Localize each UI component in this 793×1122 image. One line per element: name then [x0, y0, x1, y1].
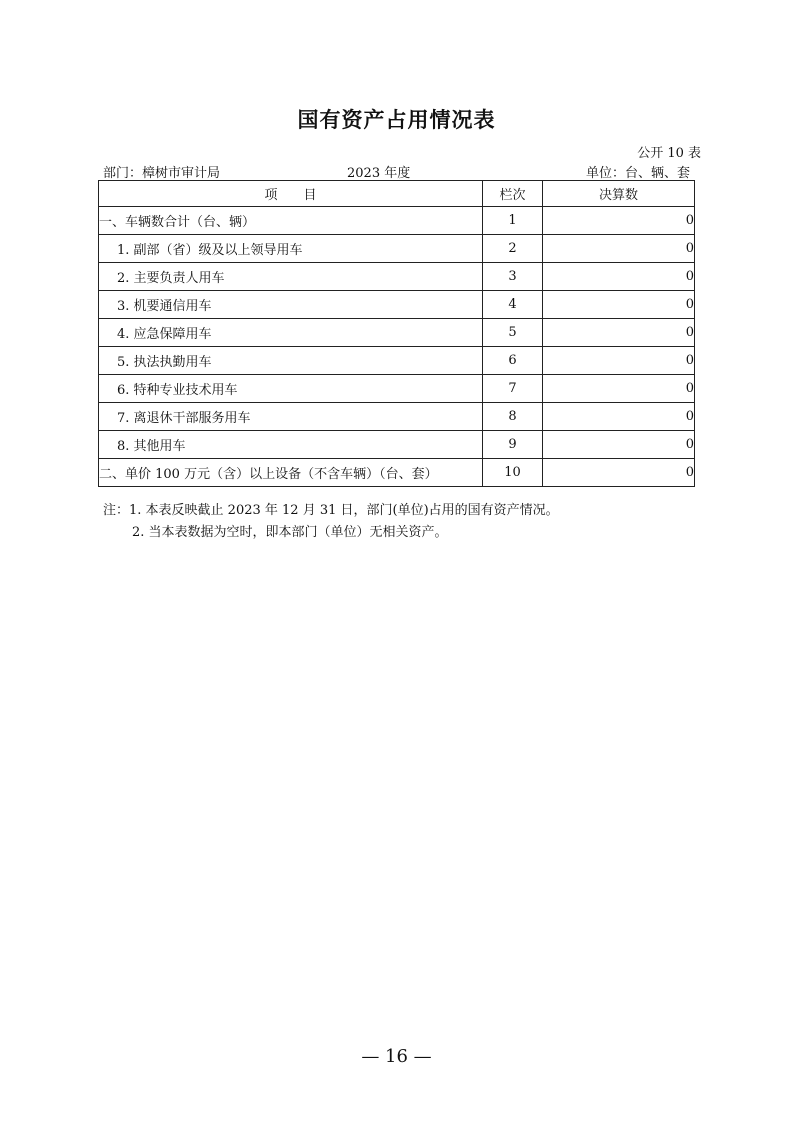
row-item-label: 1. 副部（省）级及以上领导用车	[99, 235, 483, 263]
asset-table	[98, 180, 695, 487]
table-row	[99, 375, 695, 403]
row-final-value: 0	[543, 375, 695, 403]
page-number: — 16 —	[361, 1046, 432, 1067]
note-1: 注：1. 本表反映截止 2023 年 12 月 31 日，部门(单位)占用的国有资产情况。	[103, 503, 559, 518]
row-item-label: 4. 应急保障用车	[99, 319, 483, 347]
row-final-value: 0	[543, 235, 695, 263]
header-row-number: 栏次	[483, 181, 543, 207]
header-item: 项 目	[99, 181, 483, 207]
row-number: 5	[483, 319, 543, 347]
row-final-value: 0	[543, 431, 695, 459]
row-number: 1	[483, 207, 543, 235]
table-row	[99, 459, 695, 487]
table-row	[99, 291, 695, 319]
row-item-label: 6. 特种专业技术用车	[99, 375, 483, 403]
row-number: 8	[483, 403, 543, 431]
row-item-label: 二、单价 100 万元（含）以上设备（不含车辆）（台、套）	[99, 459, 483, 487]
row-final-value: 0	[543, 347, 695, 375]
row-item-label: 5. 执法执勤用车	[99, 347, 483, 375]
table-row	[99, 403, 695, 431]
form-number: 公开 10 表	[637, 146, 701, 161]
table-row	[99, 347, 695, 375]
table-header-row	[99, 181, 695, 207]
row-item-label: 8. 其他用车	[99, 431, 483, 459]
table-row	[99, 319, 695, 347]
notes	[103, 500, 559, 544]
row-number: 4	[483, 291, 543, 319]
row-item-label: 7. 离退休干部服务用车	[99, 403, 483, 431]
row-number: 10	[483, 459, 543, 487]
unit-label: 单位：台、辆、套	[585, 166, 690, 181]
row-final-value: 0	[543, 403, 695, 431]
table-row	[99, 431, 695, 459]
table-row	[99, 235, 695, 263]
row-item-label: 一、车辆数合计（台、辆）	[99, 207, 483, 235]
header-final-value: 决算数	[543, 181, 695, 207]
fiscal-year: 2023 年度	[347, 166, 411, 181]
row-item-label: 2. 主要负责人用车	[99, 263, 483, 291]
row-number: 6	[483, 347, 543, 375]
row-final-value: 0	[543, 291, 695, 319]
row-final-value: 0	[543, 207, 695, 235]
table-row	[99, 207, 695, 235]
row-final-value: 0	[543, 319, 695, 347]
page-title: 国有资产占用情况表	[297, 107, 496, 132]
note-2: 2. 当本表数据为空时，即本部门（单位）无相关资产。	[132, 525, 448, 540]
row-number: 3	[483, 263, 543, 291]
row-final-value: 0	[543, 459, 695, 487]
row-final-value: 0	[543, 263, 695, 291]
row-number: 7	[483, 375, 543, 403]
header-meta	[103, 162, 690, 180]
table-row	[99, 263, 695, 291]
row-number: 2	[483, 235, 543, 263]
department-label: 部门：樟树市审计局	[103, 166, 221, 181]
row-number: 9	[483, 431, 543, 459]
row-item-label: 3. 机要通信用车	[99, 291, 483, 319]
